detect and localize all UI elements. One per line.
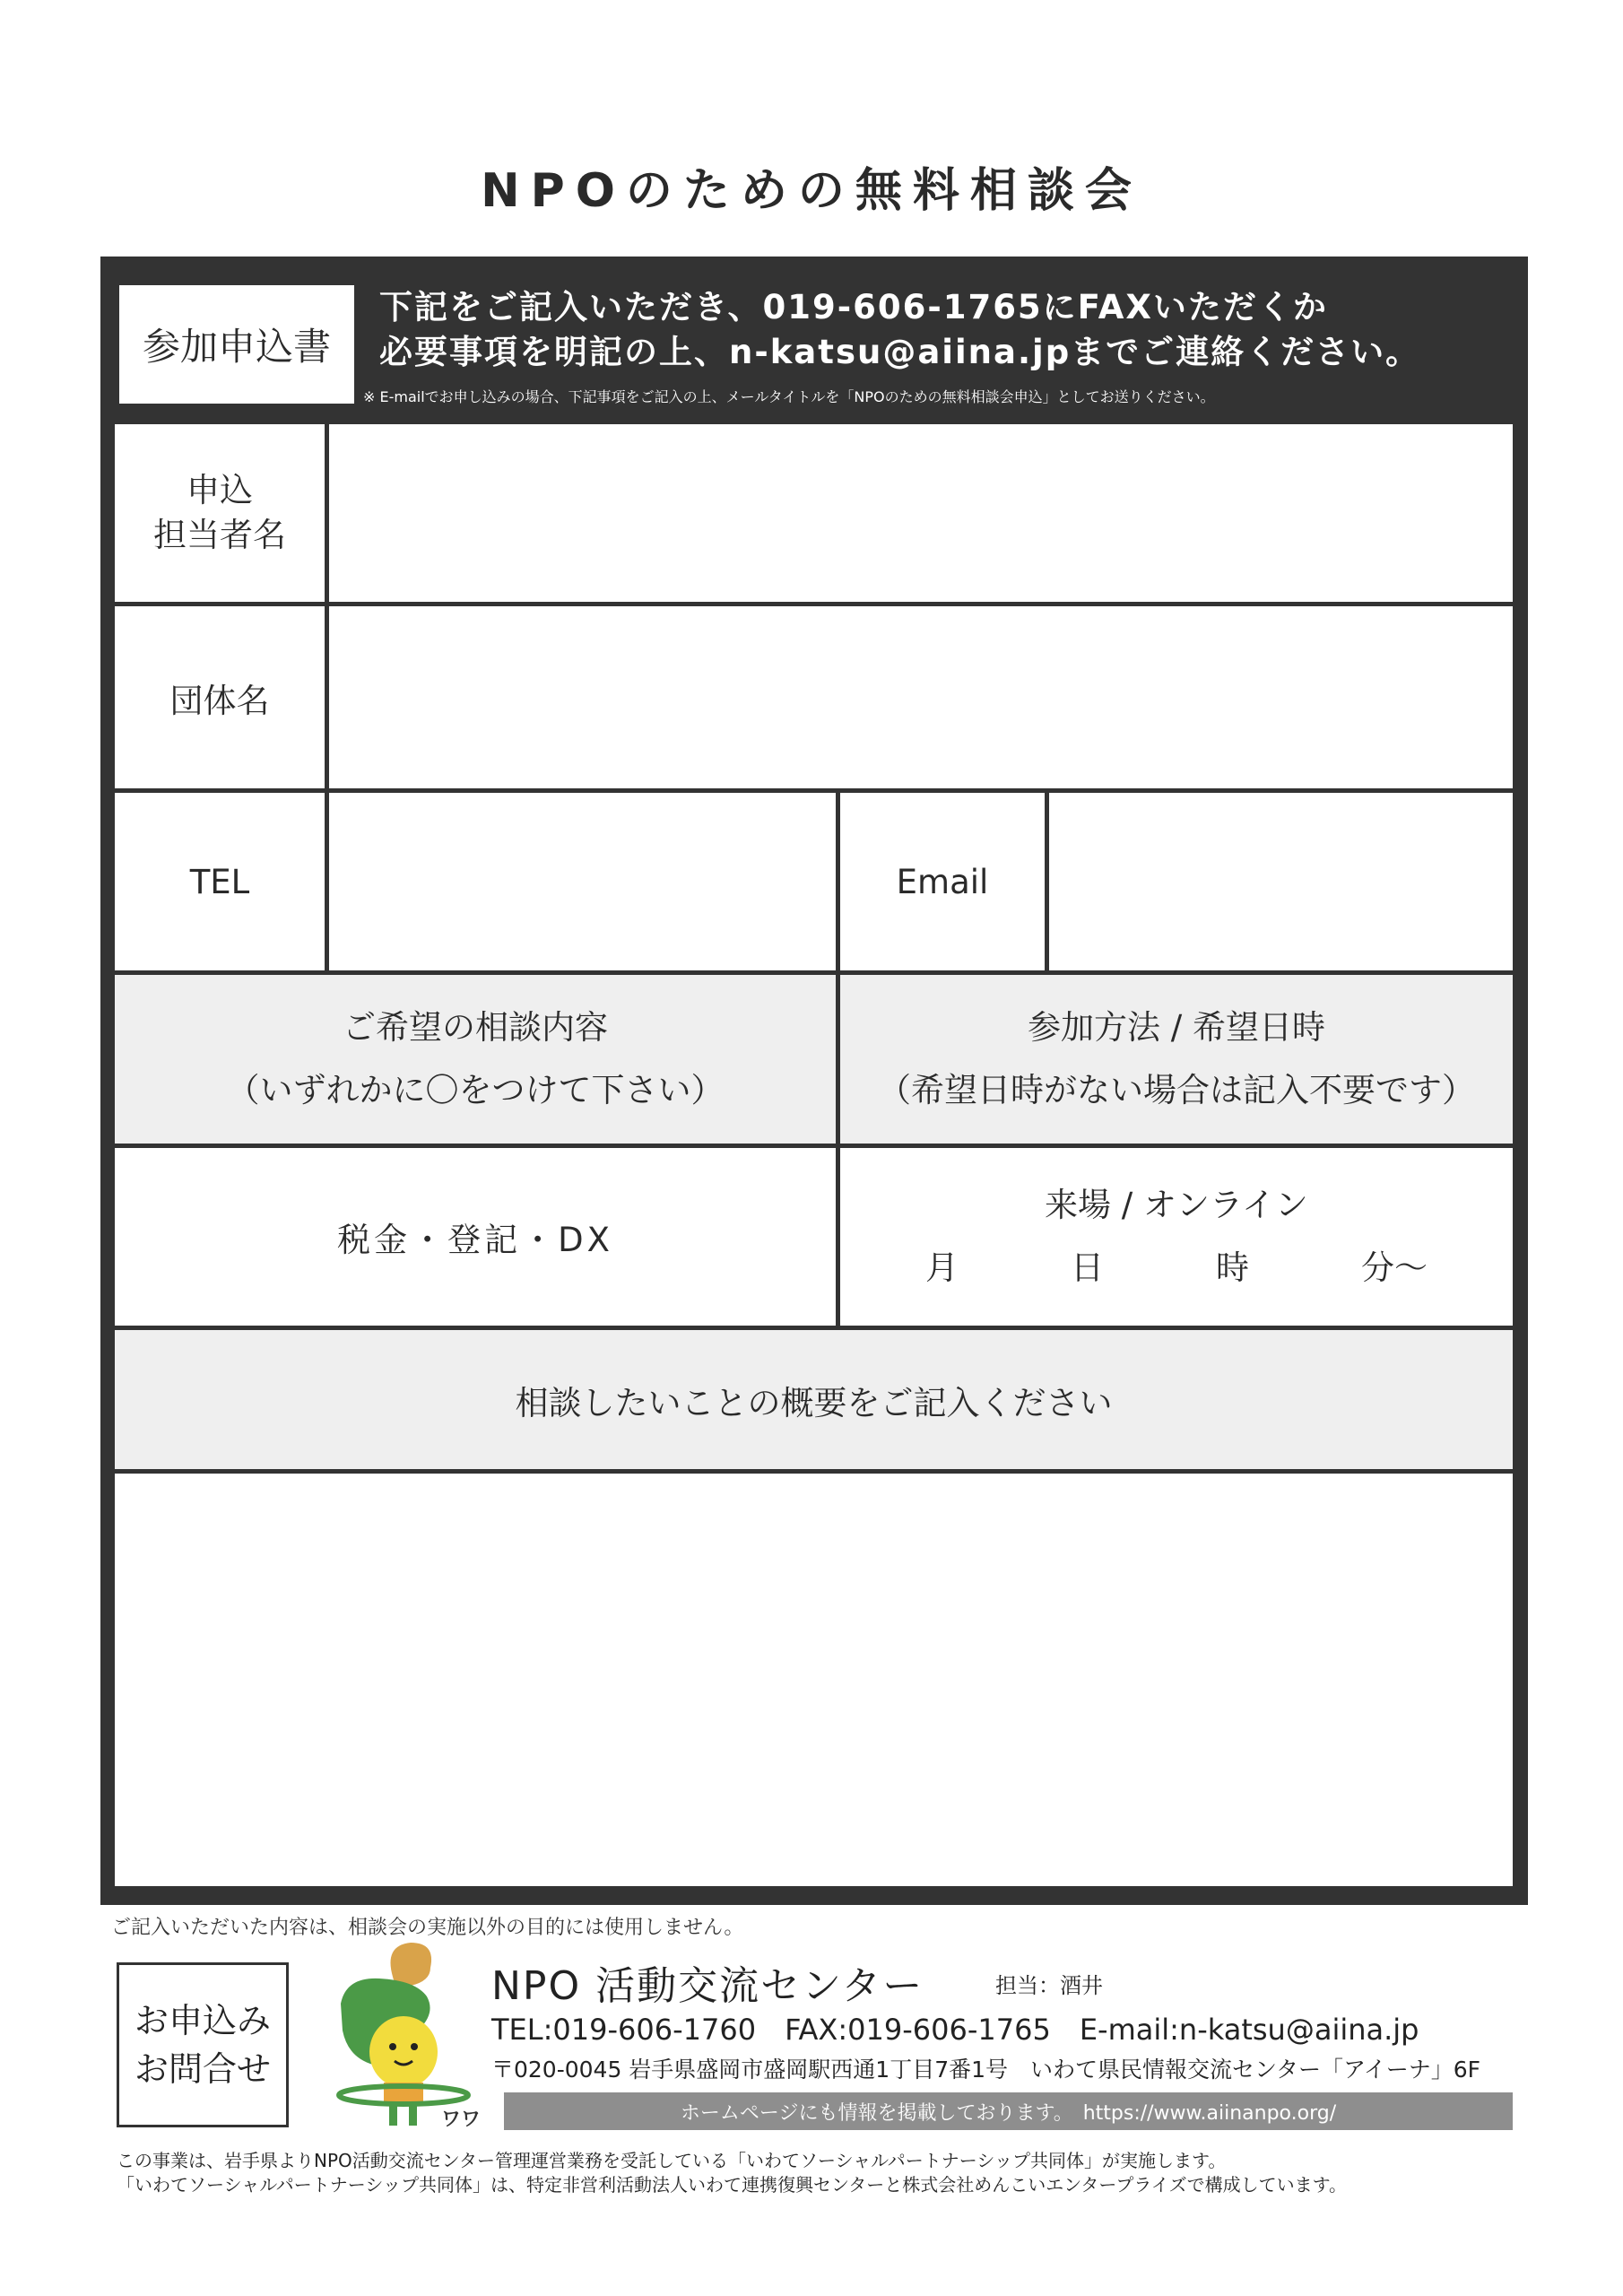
- applicant-label-line-1: 申込: [187, 471, 253, 509]
- footer-note-2: 「いわてソーシャルパートナーシップ共同体」は、特定非営利活動法人いわて連携復興センターと株式会社めんこいエンタープライズで構成しています。: [117, 2174, 1347, 2196]
- privacy-note: ご記入いただいた内容は、相談会の実施以外の目的には使用しません。: [111, 1917, 744, 1939]
- tel-field[interactable]: [329, 793, 836, 970]
- email-label: Email: [840, 793, 1045, 970]
- date-hour: 時: [1216, 1248, 1249, 1287]
- applicant-label-line-2: 担当者名: [153, 516, 286, 554]
- mascot-logo: [330, 1941, 491, 2129]
- header-line-1: 下記をご記入いただき、019-606-1765にFAXいただくか: [379, 288, 1328, 326]
- consult-header-line-2: （いずれかに〇をつけて下さい）: [226, 1071, 725, 1109]
- apply-label: 参加申込書: [119, 285, 354, 404]
- inquiry-box: [117, 1962, 289, 2127]
- consult-options[interactable]: 税金・登記・DX: [115, 1148, 836, 1326]
- email-field[interactable]: [1049, 793, 1513, 970]
- consult-content-header: [115, 975, 836, 1144]
- consult-header-line-1: ご希望の相談内容: [343, 1008, 608, 1047]
- method-choice[interactable]: 来場 / オンライン: [1045, 1186, 1308, 1224]
- inquiry-line-2: お問合せ: [134, 2049, 271, 2089]
- summary-field[interactable]: [115, 1474, 1513, 1886]
- mascot-label: ワワ: [441, 2109, 482, 2129]
- inquiry-line-1: お申込み: [134, 2001, 271, 2040]
- date-time-line[interactable]: [925, 1237, 1428, 1300]
- header-instructions: [379, 285, 1518, 375]
- header-line-2: 必要事項を明記の上、n-katsu@aiina.jpまでご連絡ください。: [379, 333, 1421, 371]
- contact-person: 担当：酒井: [995, 1973, 1103, 1998]
- address: 〒020-0045 岩手県盛岡市盛岡駅西通1丁目7番1号 いわて県民情報交流センター「アイーナ」6F: [491, 2057, 1481, 2083]
- method-datetime-header: [840, 975, 1513, 1144]
- homepage-bar[interactable]: ホームページにも情報を掲載しております。 https://www.aiinanpo.org/: [504, 2092, 1513, 2130]
- method-header-line-2: （希望日時がない場合は記入不要です）: [878, 1071, 1475, 1109]
- contact-info: TEL:019-606-1760 FAX:019-606-1765 E-mail:n-katsu@aiina.jp: [491, 2013, 1419, 2047]
- tel-label: TEL: [115, 793, 325, 970]
- header-note: ※ E-mailでお申し込みの場合、下記事項をご記入の上、メールタイトルを「NPOのための無料相談会申込」としてお送りください。: [363, 388, 1215, 405]
- org-name-label: 団体名: [115, 606, 325, 788]
- date-month: 月: [925, 1248, 959, 1287]
- applicant-name-field[interactable]: [329, 424, 1513, 602]
- method-header-line-1: 参加方法 / 希望日時: [1028, 1008, 1325, 1047]
- date-minute: 分～: [1361, 1248, 1428, 1287]
- summary-header: 相談したいことの概要をご記入ください: [115, 1330, 1513, 1469]
- footer-note-1: この事業は、岩手県よりNPO活動交流センター管理運営業務を受託している「いわてソーシャルパートナーシップ共同体」が実施します。: [117, 2150, 1227, 2171]
- date-day: 日: [1071, 1248, 1104, 1287]
- applicant-name-label: [115, 424, 325, 602]
- org-name-field[interactable]: [329, 606, 1513, 788]
- center-name: NPO 活動交流センター: [491, 1963, 924, 2009]
- method-options[interactable]: [840, 1148, 1513, 1326]
- page-title: NPOのための無料相談会: [481, 164, 1142, 218]
